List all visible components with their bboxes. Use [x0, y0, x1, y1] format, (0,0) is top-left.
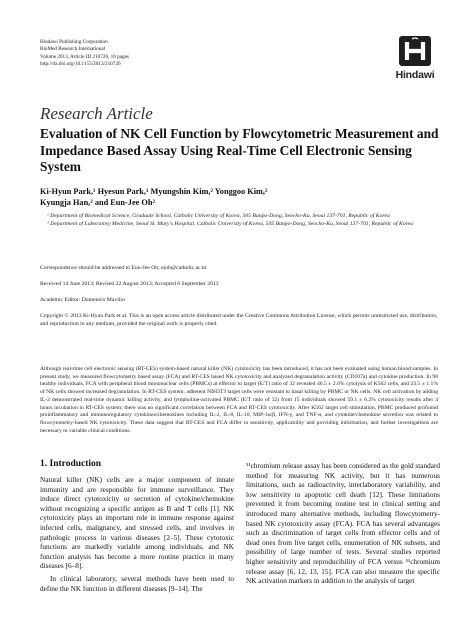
copyright: Copyright © 2013 Ki-Hyun Park et al. This is an open access article distributed under the Creative Commons Attribution License, which permits unrestricted use, distribution, and reproduction in any medium, provided the original work is properly cited.: [40, 313, 438, 327]
hindawi-logo: [388, 34, 442, 84]
doi-link[interactable]: http://dx.doi.org/10.1155/2013/210726: [40, 60, 121, 67]
affiliation-1: ¹ Department of Biomedical Science, Graduate School, Catholic University of Korea, 505 Banpo-Dong, Seocho-Ku, Seoul 137-701, Republic of Korea: [47, 213, 390, 219]
authors-line-2: Kyungja Han,² and Eun-Jee Oh²: [40, 198, 155, 208]
journal-name: BioMed Research International: [40, 46, 106, 53]
publisher-info: [40, 39, 340, 68]
article-type: Research Article: [40, 104, 153, 123]
affiliation-2: ² Department of Laboratory Medicine, Seoul St. Mary's Hospital, Catholic University of Korea, 505 Banpo-Dong, Seocho-Ku, Seoul 137-701, Republic of Korea: [47, 220, 413, 227]
dates: Received 14 June 2013; Revised 22 August 2013; Accepted 6 September 2013: [40, 281, 219, 287]
academic-editor: Academic Editor: Domenico Mavilio: [40, 297, 125, 303]
paragraph: Natural killer (NK) cells are a major component of innate immunity and are responsible for immune surveillance. They induce direct cytotoxicity or secretion of cytokine/chemokine without recognizing a specific antigen as B and T cells [1]. NK cytotoxicity plays an important role in immune response against infected cells, malignancy, and stressed cells, and involves in pathologic process in various diseases [2–5]. These cytotoxic functions are markedly variable among individuals, and NK function analysis has become a more routine practice in many diseases [6–8].: [40, 476, 234, 571]
volume-line: Volume 2013, Article ID 210726, 10 pages: [40, 53, 129, 60]
right-column: [246, 462, 440, 587]
left-column: [40, 476, 234, 594]
affiliations: [40, 213, 440, 229]
abstract: Although real-time cell electronic sensing (RT-CES) system-based natural killer (NK) cytotoxicity has been introduced, it has not been evaluated using human blood samples. In present study, we measured flowcytometry based assay (FCA) and RT-CES based NK cytotoxicity and analyzed degranulation activity (CD107a) and cytokine production. In 98 healthy individuals, FCA with peripheral blood mononuclear cells (PBMCs) at effector to target (E/T) ratio of 32 revealed 46.5 ± 2.6% cytolysis of K562 cells, and 23.5 ± 1.1% of NK cells showed increased degranulation. In RT-CES system, adherent NIH3T3 target cells were resistant to basal killing by PBMC or NK cells. NK cell activation by adding IL-2 demonstrated real-time dynamic killing activity, and lympholine-activated PBMC (E/T ratio of 32) from 15 individuals showed 59.1 ± 6.2% cytotoxicity results after 4 hours incubation in RT-CES system; there was no significant correlation between FCA and RT-CES cytotoxicity. After K562 target cell stimulation, PBMC produced profound proinflammatory and immunoregulatory cytokines/chemokines including IL-2, IL-8, IL-10, MIP-1α/β, IFN-γ, and TNF-α, and cytokine/chemokine secretion was related to flowcytometry-based NK cytotoxicity. These data suggest that RT-CES and FCA differ in sensitivity, applicability and providing information, and further investigations are necessary in variable clinical conditions.: [40, 366, 438, 434]
author-list: [40, 186, 440, 208]
hindawi-logo-icon: [388, 34, 442, 68]
section-heading: 1. Introduction: [40, 459, 102, 469]
logo-text: Hindawi: [395, 69, 435, 81]
authors-line-1: Ki-Hyun Park,¹ Hyesun Park,¹ Myungshin Kim,² Yonggoo Kim,²: [40, 187, 268, 196]
correspondence: Correspondence should be addressed to Eun-Jee Oh; ejoh@catholic.ac.kr: [40, 265, 207, 271]
paper-title: Evaluation of NK Cell Function by Flowcytometric Measurement and Impedance Based Assay Using Real-Time Cell Electronic Sensing System: [40, 126, 439, 174]
paragraph: In clinical laboratory, several methods have been used to define the NK function in different diseases [9–14]. The: [40, 574, 234, 593]
publisher-name: Hindawi Publishing Corporation: [40, 39, 108, 45]
paragraph: ⁵¹chromium release assay has been considered as the gold standard method for measuring NK activity, but it has numerous limitations, such as radioactivity, interlaboratory variability, and low sensitivity to apoptotic cell death [12]. These limitations prevented it from becoming routine test in clinical setting and introduced many alternative methods, including flowcytometry-based NK cytotoxicity assay (FCA). FCA has several advantages such as discrimination of target cells from effector cells and of dead ones from live target cells, enumeration of NK subsets, and possibility of large number of tests. Several studies reported higher sensitivity and reproducibility of FCA versus ⁵¹chromium release assay [6, 12, 13, 15]. FCA can also measure the specific NK activation markers in addition to the analysis of target: [246, 462, 440, 586]
